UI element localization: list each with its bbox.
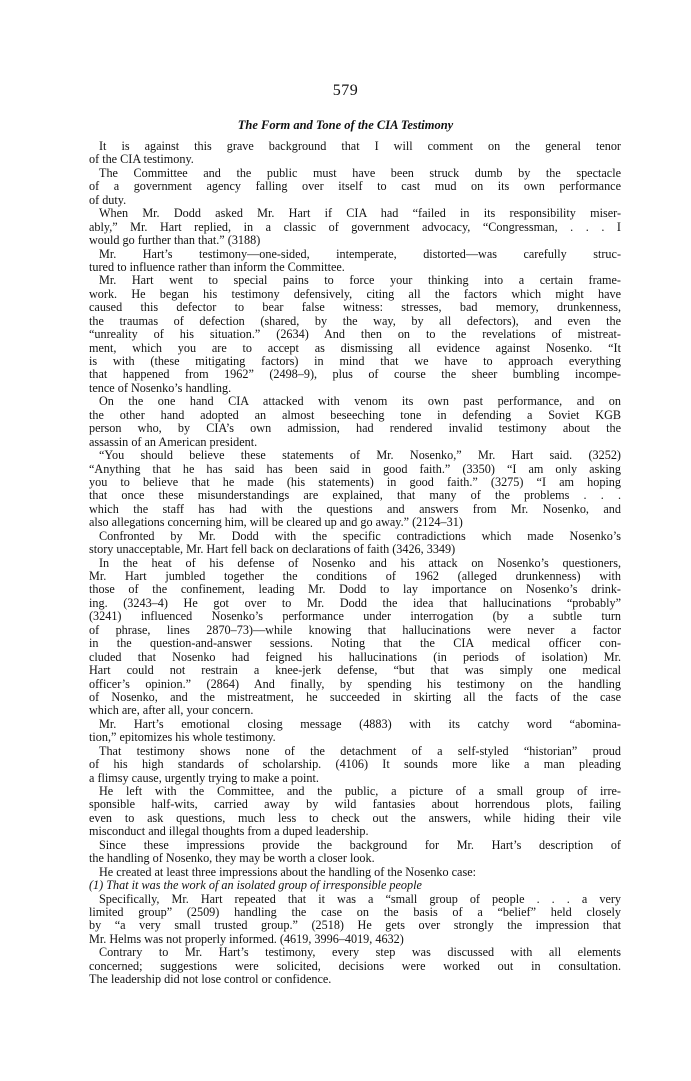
text-line: Hart could not restrain a knee-jerk defense, “but that was simply one medical <box>89 663 621 678</box>
section-heading: The Form and Tone of the CIA Testimony <box>237 118 454 132</box>
text-line: of duty. <box>89 192 127 207</box>
text-line: Mr. Hart’s emotional closing message (4883) with its catchy word “abomina- <box>99 716 621 731</box>
text-line: which the staff has had with the questions and answers from Mr. Nosenko, and <box>89 501 621 516</box>
text-line: On the one hand CIA attacked with venom its own past performance, and on <box>99 394 621 409</box>
text-line: that happened from 1962” (2498–9), plus of course the sheer bumbling incompe- <box>89 367 621 382</box>
text-line: you to believe that he made (his statements) in good faith.” (3275) “I am hoping <box>89 474 621 489</box>
page-number: 579 <box>332 82 359 99</box>
text-line: story unacceptable, Mr. Hart fell back on declarations of faith (3426, 3349) <box>89 542 456 557</box>
text-line: by “a very small trusted group.” (2518) He gets over strongly the impression that <box>89 918 621 933</box>
text-line: (3241) influenced Nosenko’s performance under interrogation (by a subtle turn <box>89 609 621 624</box>
text-line: also allegations concerning him, will be cleared up and go away.” (2124–31) <box>89 515 463 530</box>
text-line: the traumas of defection (shared, by the way, by all defectors), and even the <box>89 313 621 328</box>
text-line: misconduct and illegal thoughts from a duped leadership. <box>89 824 369 839</box>
text-line: limited group” (2509) handling the case on the basis of a “belief” held closely <box>89 904 621 919</box>
text-line: Specifically, Mr. Hart repeated that it was a “small group of people . . . a very <box>99 891 621 906</box>
text-line: of the CIA testimony. <box>89 152 194 167</box>
text-line: He left with the Committee, and the public, a picture of a small group of irre- <box>99 784 621 798</box>
text-line: sponsible half-wits, carried away by wild fantasies about horrendous plots, failing <box>89 797 621 812</box>
text-line: of a government agency falling over itself to cast mud on its own performance <box>89 179 621 194</box>
text-line: cluded that Nosenko had feigned his hallucinations (in periods of isolation) Mr. <box>89 649 621 664</box>
text-line: that once these misunderstandings are explained, that many of the problems . . . <box>89 488 621 503</box>
text-line: would go further than that.” (3188) <box>89 233 261 248</box>
text-line: is with (these mitigating factors) in mind that we have to approach everything <box>89 354 621 368</box>
text-line: It is against this grave background that I will comment on the general tenor <box>99 139 621 153</box>
text-line: officer’s opinion.” (2864) And finally, by spending his testimony on the handling <box>89 676 621 691</box>
text-line: concerned; suggestions were solicited, decisions were worked out in consultation. <box>89 958 621 973</box>
text-line: of his high standards of scholarship. (4106) It sounds more like a man pleading <box>89 757 621 772</box>
text-line: The Committee and the public must have been struck dumb by the spectacle <box>99 165 621 180</box>
text-line: of Nosenko, and the mistreatment, he succeeded in skirting all the facts of the case <box>89 689 621 704</box>
text-line: “You should believe these statements of Mr. Nosenko,” Mr. Hart said. (3252) <box>99 448 621 463</box>
text-line: In the heat of his defense of Nosenko and his attack on Nosenko’s questioners, <box>99 555 621 570</box>
text-line: “unreality of his situation.” (2634) And then on to the revelations of mistreat- <box>89 327 621 342</box>
text-line: even to ask questions, much less to check out the answers, while hiding their vile <box>89 810 621 825</box>
text-line: “Anything that he has said has been said in good faith.” (3350) “I am only asking <box>89 461 621 476</box>
text-line: That testimony shows none of the detachment of a self-styled “historian” proud <box>99 743 621 758</box>
text-line: tion,” epitomizes his whole testimony. <box>89 730 276 745</box>
text-line: ing. (3243–4) He got over to Mr. Dodd the idea that hallucinations “probably” <box>89 595 621 610</box>
text-line: tence of Nosenko’s handling. <box>89 380 232 395</box>
text-line: assassin of an American president. <box>89 434 258 449</box>
text-line: person who, by CIA’s own admission, had rendered invalid testimony about the <box>89 421 621 436</box>
text-line: Since these impressions provide the background for Mr. Hart’s description of <box>99 837 621 852</box>
text-line: work. He began his testimony defensively, citing all the factors which might have <box>89 286 621 301</box>
text-line: Mr. Hart went to special pains to force your thinking into a certain frame- <box>99 273 621 288</box>
text-line: tured to influence rather than inform the Committee. <box>89 259 345 274</box>
text-line: When Mr. Dodd asked Mr. Hart if CIA had “failed in its responsibility miser- <box>99 206 621 221</box>
text-line: the other hand adopted an almost beseeching tone in defending a Soviet KGB <box>89 407 621 422</box>
text-line: ment, which you are to accept as dismissing all evidence against Nosenko. “It <box>89 340 621 355</box>
text-line: Mr. Hart jumbled together the conditions of 1962 (alleged drunkenness) with <box>89 569 621 583</box>
text-line: ably,” Mr. Hart replied, in a classic of government advocacy, “Congressman, . . . I <box>89 219 621 234</box>
text-line: those of the confinement, leading Mr. Dodd to lay importance on Nosenko’s drink- <box>89 582 621 597</box>
text-line: Mr. Helms was not properly informed. (4619, 3996–4019, 4632) <box>89 931 404 946</box>
text-line: He created at least three impressions about the handling of the Nosenko case: <box>99 864 477 879</box>
body-text <box>89 140 621 987</box>
text-line: The leadership did not lose control or confidence. <box>89 972 332 987</box>
text-line: Contrary to Mr. Hart’s testimony, every step was discussed with all elements <box>99 945 621 960</box>
text-line: a flimsy cause, urgently trying to make a point. <box>89 770 319 785</box>
text-line: which are, after all, your concern. <box>89 703 254 718</box>
text-line: in the question-and-answer sessions. Noting that the CIA medical officer con- <box>89 636 621 651</box>
text-line: the handling of Nosenko, they may be worth a closer look. <box>89 851 375 866</box>
text-line: Mr. Hart’s testimony—one-sided, intemperate, distorted—was carefully struc- <box>99 246 621 261</box>
text-line: Confronted by Mr. Dodd with the specific contradictions which made Nosenko’s <box>99 528 621 543</box>
text-line: caused this defector to bear false witness: stresses, bad memory, drunkenness, <box>89 300 621 315</box>
text-line: (1) That it was the work of an isolated group of irresponsible people <box>89 878 422 893</box>
text-line: of phrase, lines 2870–73)—while knowing that hallucinations were never a factor <box>89 622 621 637</box>
